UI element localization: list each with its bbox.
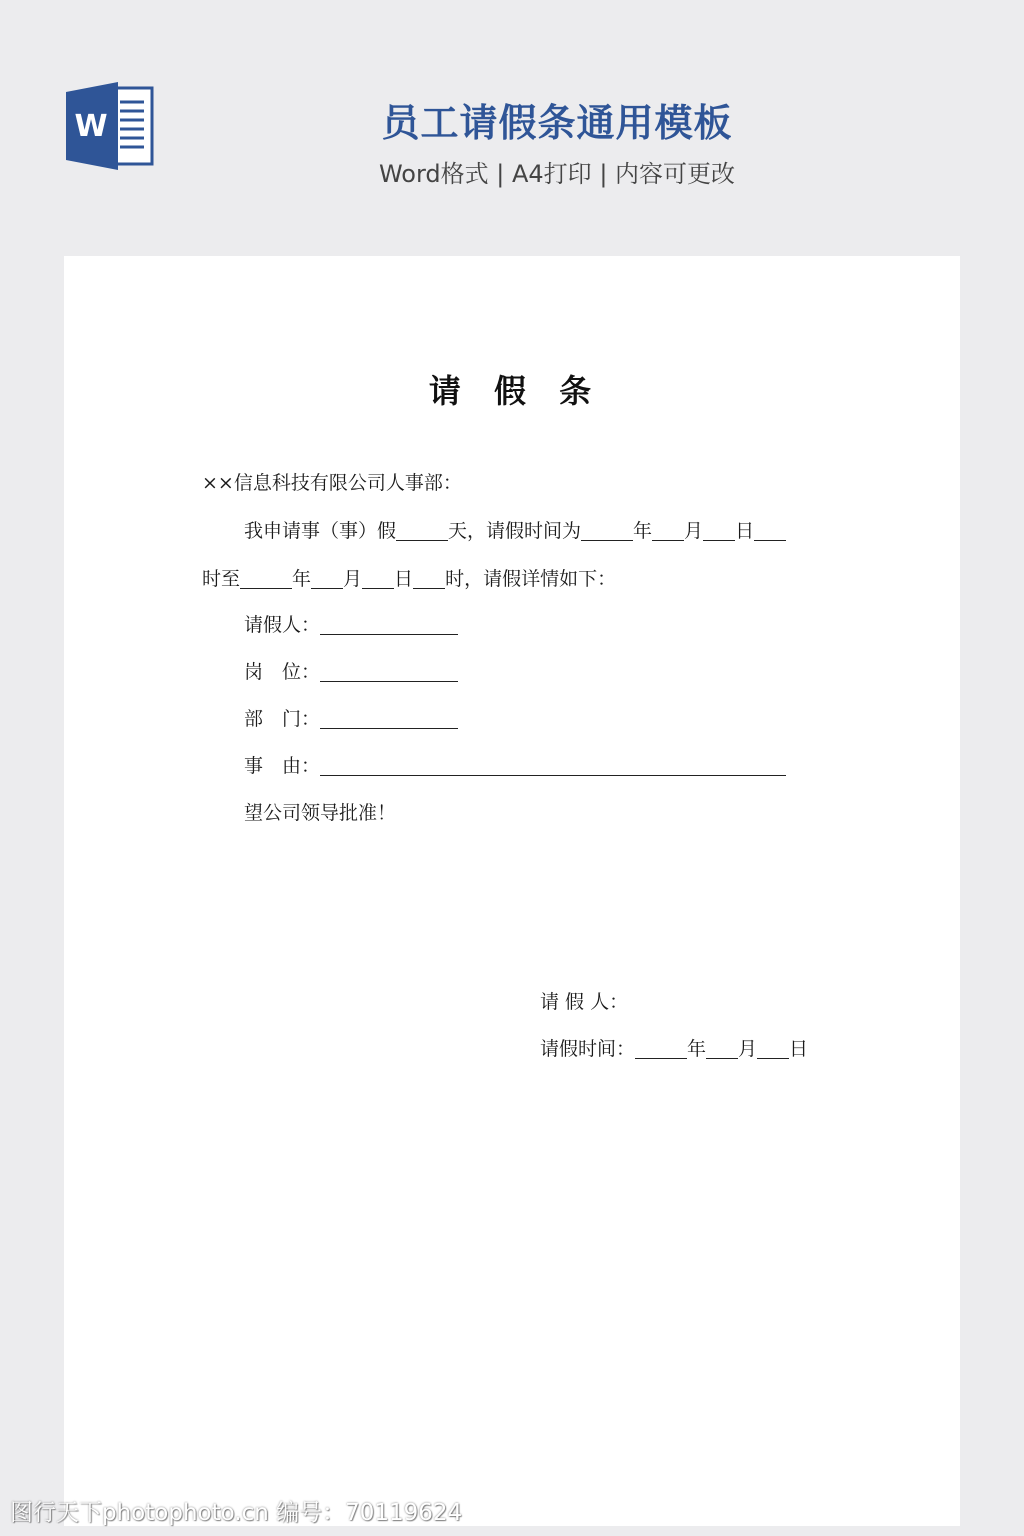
start-day-blank (703, 520, 735, 541)
leave-time-text: 天，请假时间为 (448, 520, 582, 542)
month-label: 月 (684, 520, 704, 542)
applicant-label: 请假人： (244, 614, 321, 636)
department-field (244, 706, 458, 732)
department-label: 部 门： (244, 708, 321, 730)
end-hour-blank (413, 568, 445, 589)
closing-line: 望公司领导批准！ (244, 802, 397, 824)
leave-request-paragraph-line2 (202, 566, 616, 592)
document-title: 请 假 条 (428, 372, 596, 410)
year-label: 年 (292, 568, 312, 590)
signature-applicant-label: 请 假 人： (540, 991, 629, 1013)
template-subtitle: Word格式 | A4打印 | 内容可更改 (378, 160, 736, 188)
signature-applicant-line (540, 989, 628, 1015)
position-field (244, 659, 458, 685)
reason-blank (320, 755, 786, 776)
word-letter: W (74, 109, 108, 144)
month-label: 月 (343, 568, 363, 590)
start-year-blank (581, 520, 633, 541)
signature-date-label: 请假时间： (540, 1038, 636, 1060)
year-label: 年 (687, 1038, 707, 1060)
start-month-blank (652, 520, 684, 541)
word-doc-icon (64, 80, 156, 172)
end-day-blank (362, 568, 394, 589)
day-label: 日 (789, 1038, 809, 1060)
template-title: 员工请假条通用模板 (381, 101, 733, 145)
applicant-blank (320, 614, 458, 635)
end-month-blank (311, 568, 343, 589)
position-label: 岗 位： (244, 661, 321, 683)
start-hour-blank (754, 520, 786, 541)
day-label: 日 (735, 520, 755, 542)
leave-request-paragraph-line1 (244, 518, 786, 544)
request-text: 我申请事（事）假 (244, 520, 397, 542)
details-intro-text: 时，请假详情如下： (445, 568, 617, 590)
year-label: 年 (633, 520, 653, 542)
document-page (64, 256, 960, 1526)
sign-day-blank (757, 1038, 789, 1059)
sign-year-blank (635, 1038, 687, 1059)
department-blank (320, 708, 458, 729)
applicant-field (244, 612, 458, 638)
signature-date-line (540, 1036, 808, 1062)
end-year-blank (240, 568, 292, 589)
days-blank (396, 520, 448, 541)
sign-month-blank (706, 1038, 738, 1059)
addressee-line: ××信息科技有限公司人事部： (202, 472, 462, 494)
position-blank (320, 661, 458, 682)
reason-label: 事 由： (244, 755, 321, 777)
watermark-text: 图行天下photophoto.cn 编号：70119624 (10, 1500, 463, 1526)
template-header (0, 0, 1024, 250)
until-text: 时至 (202, 568, 241, 590)
reason-field (244, 753, 786, 779)
day-label: 日 (394, 568, 414, 590)
month-label: 月 (738, 1038, 758, 1060)
